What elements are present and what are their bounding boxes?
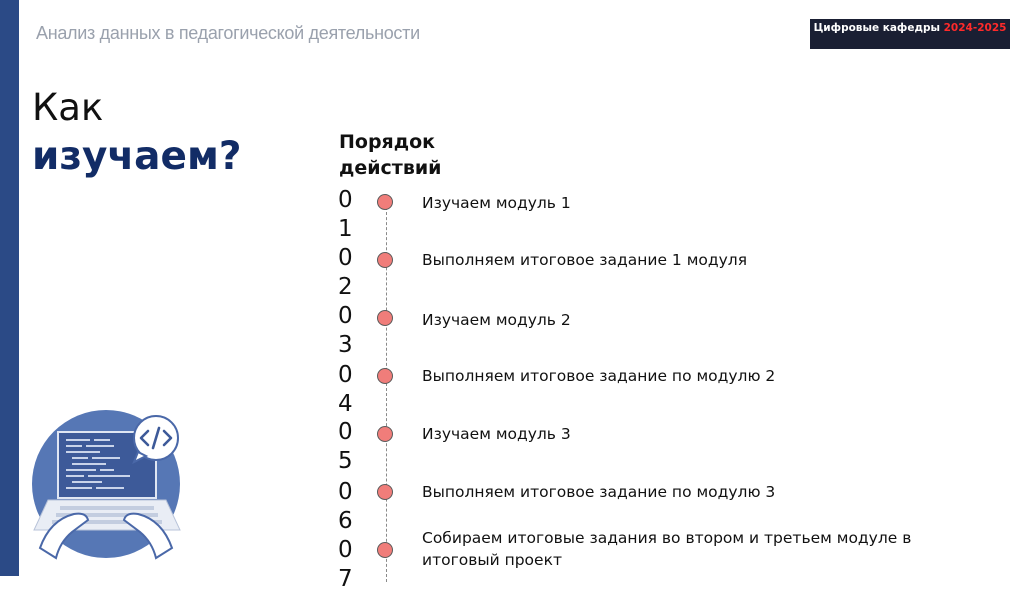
step-dot-3: [377, 310, 393, 326]
section-title: Порядок действий: [339, 131, 442, 179]
step-num-4: 04: [338, 362, 353, 417]
step-text-2: Выполняем итоговое задание 1 модуля: [422, 251, 748, 269]
step-num-2: 02: [338, 245, 353, 300]
step-num-3: 03: [338, 303, 353, 358]
step-dot-5: [377, 426, 393, 442]
badge-years: 2024-2025: [943, 22, 1007, 34]
step-num-1: 01: [338, 187, 353, 242]
digital-departments-badge: [810, 19, 1010, 49]
step-num-6: 06: [338, 479, 353, 534]
step-text-7: Собираем итоговые задания во втором и третьем модуле в итоговый проект: [422, 529, 912, 569]
step-dot-7: [377, 542, 393, 558]
left-accent-bar: [0, 0, 19, 576]
step-text-3: Изучаем модуль 2: [422, 311, 571, 329]
step-dot-6: [377, 484, 393, 500]
step-dot-1: [377, 194, 393, 210]
step-dot-4: [377, 368, 393, 384]
page-header-title: Анализ данных в педагогической деятельности: [36, 23, 420, 43]
step-text-5: Изучаем модуль 3: [422, 425, 571, 443]
step-dot-2: [377, 252, 393, 268]
hero-title-line1: Как: [32, 86, 104, 129]
step-text-4: Выполняем итоговое задание по модулю 2: [422, 367, 776, 385]
laptop-coding-illustration: [30, 408, 190, 568]
step-text-6: Выполняем итоговое задание по модулю 3: [422, 483, 776, 501]
step-num-7: 07: [338, 537, 353, 592]
hero-title-line2: изучаем?: [32, 134, 242, 179]
step-text-1: Изучаем модуль 1: [422, 194, 571, 212]
step-num-5: 05: [338, 419, 353, 474]
badge-label: Цифровые кафедры: [813, 22, 944, 34]
